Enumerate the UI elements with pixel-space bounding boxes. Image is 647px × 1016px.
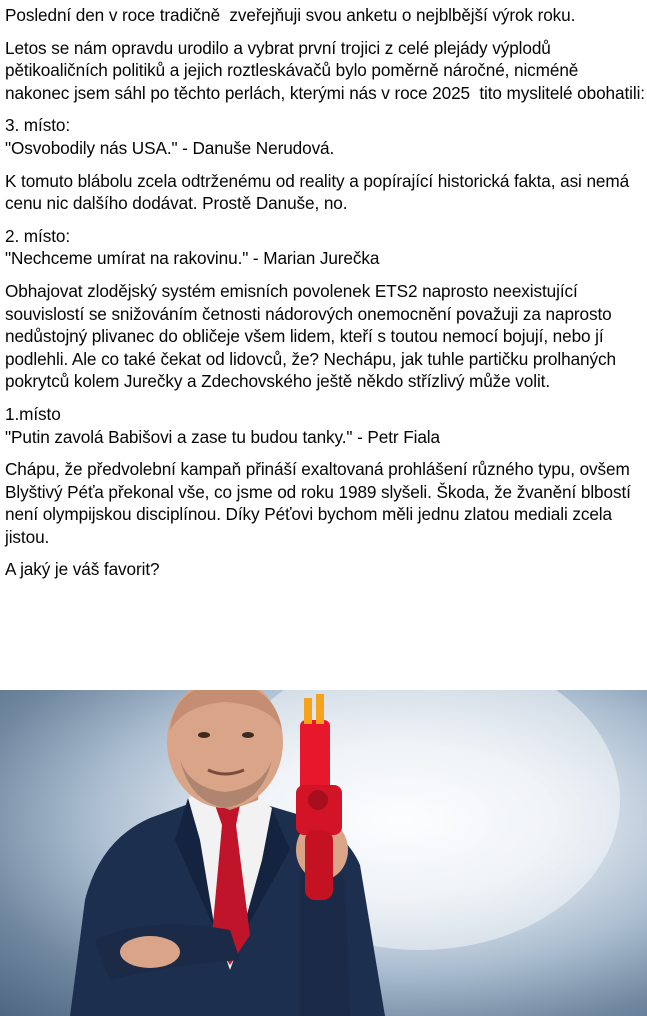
post-text [5,4,645,591]
post-image[interactable] [0,690,647,1016]
post-paragraph-third-comment: K tomuto blábolu zcela odtrženému od reality a popírající historická fakta, asi nemá cenu nic dalšího dodávat. Prostě Danuše, no. [5,170,634,214]
post-paragraph-third-place: 3. místo: "Osvobodily nás USA." - Danuše Nerudová. [5,115,335,158]
post-paragraph-question: A jaký je váš favorit? [5,559,160,580]
post-paragraph-intro: Poslední den v roce tradičně zveřejňuji svou anketu o nejblbější výrok roku. [5,5,576,25]
post-paragraph-second-place: 2. místo: "Nechceme umírat na rakovinu." - Marian Jurečka [5,225,380,269]
post-paragraph-first-place: 1.místo "Putin zavolá Babišovi a zase tu budou tanky." - Petr Fiala [5,403,440,447]
post-paragraph-second-comment: Obhajovat zlodějský systém emisních povolenek ETS2 naprosto neexistující souvislostí se snižováním četnosti nádorových onemocnění považuji za naprosto nedůstojný plivanec do obličeje všem lidem, kteří s toutou nemocí bojují, nebo jí podlehli. Ale co také čekat od lidovců, že? Nechápu, jak tuhle partičku prolhaných pokrytců kolem Jurečky a Zdechovského ještě někdo střízlivý může volit. [5,280,621,392]
portrait-photo-icon [0,690,647,1016]
post-paragraph-first-comment: Chápu, že předvolební kampaň přináší exaltovaná prohlášení různého typu, ovšem Blyštivý Péťa překonal vše, co jsme od roku 1989 slyšeli. Škoda, že žvanění blbostí není olympijskou disciplínou. Díky Péťovi bychom měli jednu zlatou mediali zcela jistou. [5,459,636,547]
post-paragraph-selection: Letos se nám opravdu urodilo a vybrat první trojici z celé plejády výplodů pětikoaličních politiků a jejich roztleskávačů bylo poměrně náročné, nicméně nakonec jsem sáhl po těchto perlách, kterými nás v roce 2025 tito myslitelé obohatili: [5,37,645,103]
